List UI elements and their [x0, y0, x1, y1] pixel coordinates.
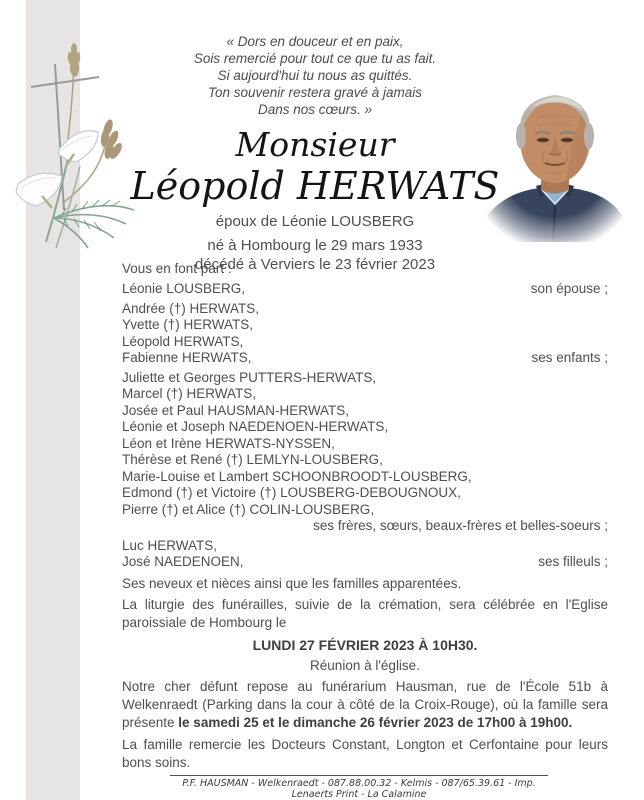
- announcement-intro: Vous en font part :: [122, 261, 232, 276]
- header: [95, 33, 535, 274]
- family-member: Luc HERWATS,: [122, 537, 218, 553]
- title-prefix: Monsieur: [235, 125, 395, 164]
- poem-line: Ton souvenir restera gravé à jamais: [207, 85, 423, 100]
- family-group-spouse: [122, 281, 608, 298]
- wake-text: Notre cher défunt repose au funérarium Hausman, rue de l'École 51b à Welkenraedt (Parking dans la cour à côté de la Croix-Rouge), où la famille sera présente: [122, 678, 608, 730]
- poem-line: Dans nos cœurs. »: [257, 102, 373, 117]
- birth-line: né à Hombourg le 29 mars 1933: [207, 237, 423, 254]
- family-member: Andrée (†) HERWATS,: [122, 300, 260, 316]
- family-member: Léonie LOUSBERG,: [122, 281, 246, 296]
- family-member: Yvette (†) HERWATS,: [122, 317, 254, 332]
- poem-line: « Dors en douceur et en paix,: [226, 34, 404, 49]
- relation-label: ses enfants ;: [531, 350, 608, 365]
- family-member: Edmond (†) et Victoire (†) LOUSBERG-DEBOUGNOUX,: [122, 485, 461, 500]
- funeral-date-line: LUNDI 27 FÉVRIER 2023 À 10H30.: [252, 636, 478, 653]
- thanks-paragraph: La famille remercie les Docteurs Constant, Longton et Cerfontaine pour leurs bons soins.: [122, 736, 608, 770]
- relatives-line: Ses neveux et nièces ainsi que les familles apparentées.: [122, 575, 462, 591]
- family-member: Marcel (†) HERWATS,: [122, 386, 257, 401]
- poem-line: Sois remercié pour tout ce que tu as fait.: [193, 51, 437, 66]
- spouse-line: époux de Léonie LOUSBERG: [215, 213, 415, 230]
- announcement-body: [122, 260, 608, 772]
- poem-line: Si aujourd'hui tu nous as quittés.: [217, 68, 413, 83]
- family-member: Marie-Louise et Lambert SCHOONBROODT-LOUSBERG,: [122, 468, 472, 484]
- family-member: Josée et Paul HAUSMAN-HERWATS,: [122, 402, 350, 418]
- family-member: Léopold HERWATS,: [122, 333, 244, 349]
- family-member: Léonie et Joseph NAEDENOEN-HERWATS,: [122, 419, 389, 434]
- death-line: décédé à Verviers le 23 février 2023: [194, 256, 436, 273]
- family-group-godsons: [122, 538, 608, 571]
- family-member: Fabienne HERWATS,: [122, 350, 252, 365]
- footer: [170, 775, 548, 800]
- wake-paragraph: [122, 678, 608, 732]
- relation-label: ses filleuls ;: [538, 554, 608, 569]
- family-member: Thérèse et René (†) LEMLYN-LOUSBERG,: [122, 452, 383, 467]
- meeting-line: Réunion à l'église.: [310, 657, 420, 673]
- liturgy-paragraph: La liturgie des funérailles, suivie de la crémation, sera célébrée en l'Eglise paroissiale de Hombourg le: [122, 596, 608, 630]
- family-member: José NAEDENOEN,: [122, 554, 244, 569]
- deceased-name: Léopold HERWATS: [130, 164, 500, 208]
- wake-hours-bold: le samedi 25 et le dimanche 26 février 2023 de 17h00 à 19h00.: [178, 714, 573, 730]
- family-group-children: [122, 301, 608, 367]
- relation-label: ses frères, sœurs, beaux-frères et belles-soeurs ;: [313, 518, 608, 533]
- family-group-siblings: [122, 370, 608, 535]
- funeral-home-footer: P.F. HAUSMAN - Welkenraedt - 087.88.00.32 - Kelmis - 087/65.39.61 - Imp. Lenaerts Print - La Calamine: [182, 778, 536, 800]
- relation-label: son épouse ;: [530, 281, 608, 296]
- family-member: Léon et Irène HERWATS-NYSSEN,: [122, 435, 335, 451]
- family-member: Juliette et Georges PUTTERS-HERWATS,: [122, 369, 377, 385]
- family-member: Pierre (†) et Alice (†) COLIN-LOUSBERG,: [122, 501, 375, 517]
